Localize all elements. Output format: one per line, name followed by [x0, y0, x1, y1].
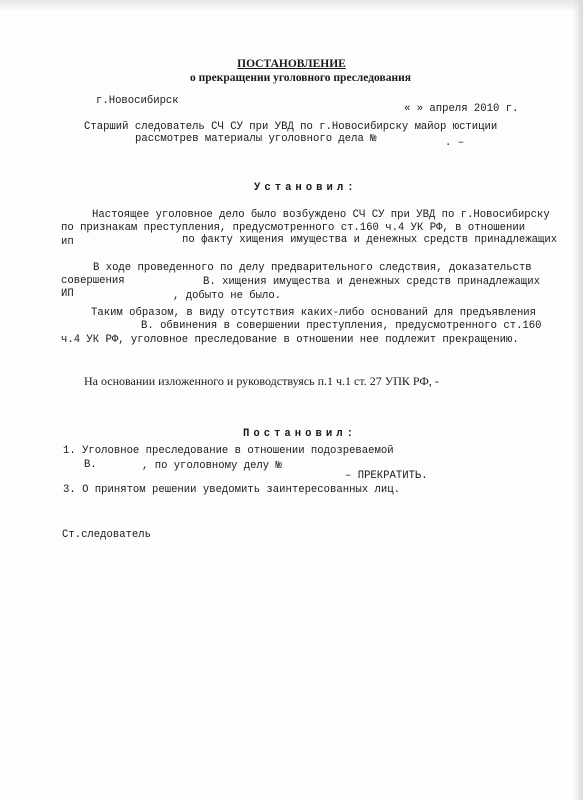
established-p2-line-2-b: В. хищения имущества и денежных средств принадлежащих [203, 276, 540, 288]
intro-line-1: Старший следователь СЧ СУ при УВД по г.Новосибирску майор юстиции [84, 121, 498, 133]
date: « » апреля 2010 г. [404, 103, 519, 115]
document-title: ПОСТАНОВЛЕНИЕ [237, 58, 346, 70]
resolved-item-1-line-2-a: В. [84, 459, 97, 471]
established-p1-line-3-b: по факту хищения имущества и денежных средств принадлежащих [182, 234, 558, 246]
document-subject: о прекращении уголовного преследования [190, 72, 411, 84]
resolved-heading: Постановил: [243, 428, 357, 440]
established-p2-line-3-b: , добыто не было. [173, 290, 282, 302]
established-p1-line-3-a: ип [61, 236, 74, 248]
established-heading: Установил: [254, 182, 358, 194]
resolved-item-1-line-2-c: – ПРЕКРАТИТЬ. [345, 470, 428, 482]
signature-role: Ст.следователь [62, 529, 152, 541]
resolved-item-3: 3. О принятом решении уведомить заинтересованных лиц. [63, 484, 400, 496]
established-p3-line-2: В. обвинения в совершении преступления, предусмотренного ст.160 [141, 320, 542, 332]
intro-line-2: рассмотрев материалы уголовного дела № [135, 133, 377, 145]
legal-basis: На основании изложенного и руководствуясь п.1 ч.1 ст. 27 УПК РФ, - [84, 374, 439, 388]
resolved-item-1-line-2-b: , по уголовному делу № [142, 460, 282, 472]
intro-line-2-tail: . – [445, 137, 465, 149]
established-p1-line-1: Настоящее уголовное дело было возбуждено СЧ СУ при УВД по г.Новосибирску [92, 209, 550, 221]
resolved-item-1-line-1: 1. Уголовное преследование в отношении подозреваемой [63, 445, 394, 457]
established-p1-line-2: по признакам преступления, предусмотренного ст.160 ч.4 УК РФ, в отношении [61, 222, 526, 234]
established-p2-line-2-a: совершения [61, 275, 125, 287]
established-p3-line-3: ч.4 УК РФ, уголовное преследование в отношении нее подлежит прекращению. [61, 334, 519, 346]
established-p3-line-1: Таким образом, в виду отсутствия каких-либо оснований для предъявления [91, 307, 537, 319]
established-p2-line-3-a: ИП [61, 288, 74, 300]
city: г.Новосибирск [96, 95, 179, 107]
established-p2-line-1: В ходе проведенного по делу предварительного следствия, доказательств [93, 262, 532, 274]
